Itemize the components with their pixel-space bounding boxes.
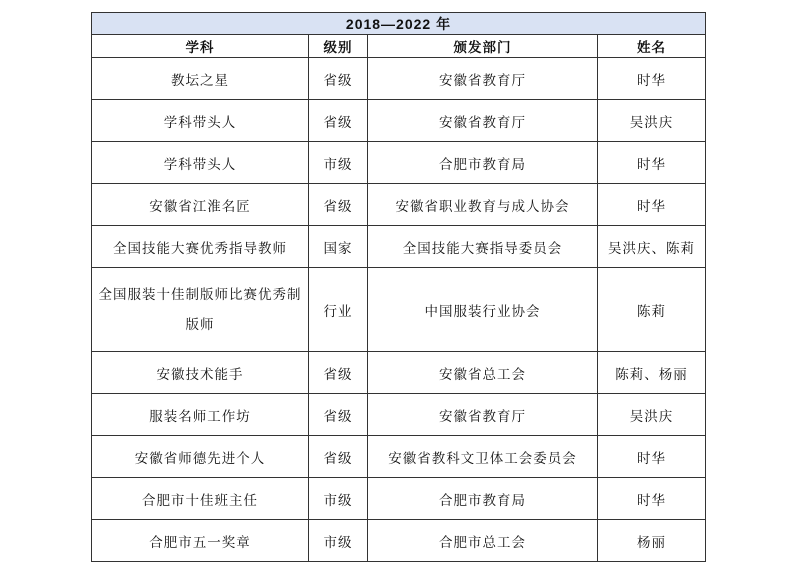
cell-department: 安徽省教育厅 [368, 394, 598, 436]
cell-level: 省级 [309, 100, 368, 142]
table-row [92, 394, 706, 436]
header-name: 姓名 [598, 35, 706, 58]
cell-name: 时华 [598, 478, 706, 520]
header-department: 颁发部门 [368, 35, 598, 58]
cell-level: 市级 [309, 478, 368, 520]
table-header-row [92, 35, 706, 58]
cell-subject: 全国技能大赛优秀指导教师 [92, 226, 309, 268]
table-row [92, 58, 706, 100]
cell-subject: 安徽省师德先进个人 [92, 436, 309, 478]
cell-name: 吴洪庆 [598, 100, 706, 142]
table-row [92, 268, 706, 352]
cell-level: 行业 [309, 268, 368, 352]
cell-level: 省级 [309, 184, 368, 226]
cell-name: 吴洪庆 [598, 394, 706, 436]
cell-department: 全国技能大赛指导委员会 [368, 226, 598, 268]
cell-level: 省级 [309, 436, 368, 478]
cell-name: 吴洪庆、陈莉 [598, 226, 706, 268]
table-row [92, 184, 706, 226]
table-title-row [92, 13, 706, 35]
table-row [92, 520, 706, 562]
cell-level: 国家 [309, 226, 368, 268]
cell-name: 时华 [598, 58, 706, 100]
table-title: 2018—2022 年 [92, 13, 706, 35]
cell-department: 安徽省教科文卫体工会委员会 [368, 436, 598, 478]
cell-subject: 合肥市五一奖章 [92, 520, 309, 562]
table-row [92, 100, 706, 142]
cell-name: 时华 [598, 142, 706, 184]
cell-department: 安徽省职业教育与成人协会 [368, 184, 598, 226]
cell-department: 安徽省总工会 [368, 352, 598, 394]
cell-subject: 教坛之星 [92, 58, 309, 100]
table-row [92, 142, 706, 184]
cell-subject: 学科带头人 [92, 100, 309, 142]
cell-subject: 安徽省江淮名匠 [92, 184, 309, 226]
cell-name: 时华 [598, 436, 706, 478]
cell-level: 省级 [309, 394, 368, 436]
cell-subject: 全国服装十佳制版师比赛优秀制版师 [92, 268, 309, 352]
cell-subject: 服装名师工作坊 [92, 394, 309, 436]
awards-table [91, 12, 706, 562]
cell-level: 省级 [309, 58, 368, 100]
cell-name: 时华 [598, 184, 706, 226]
cell-level: 市级 [309, 142, 368, 184]
cell-department: 合肥市总工会 [368, 520, 598, 562]
header-subject: 学科 [92, 35, 309, 58]
table-row [92, 226, 706, 268]
cell-subject: 学科带头人 [92, 142, 309, 184]
cell-level: 省级 [309, 352, 368, 394]
table-row [92, 478, 706, 520]
cell-subject: 合肥市十佳班主任 [92, 478, 309, 520]
cell-name: 杨丽 [598, 520, 706, 562]
cell-department: 合肥市教育局 [368, 142, 598, 184]
cell-department: 中国服装行业协会 [368, 268, 598, 352]
cell-level: 市级 [309, 520, 368, 562]
table-row [92, 436, 706, 478]
cell-name: 陈莉 [598, 268, 706, 352]
cell-name: 陈莉、杨丽 [598, 352, 706, 394]
table-row [92, 352, 706, 394]
cell-department: 合肥市教育局 [368, 478, 598, 520]
cell-department: 安徽省教育厅 [368, 100, 598, 142]
cell-subject: 安徽技术能手 [92, 352, 309, 394]
cell-department: 安徽省教育厅 [368, 58, 598, 100]
header-level: 级别 [309, 35, 368, 58]
